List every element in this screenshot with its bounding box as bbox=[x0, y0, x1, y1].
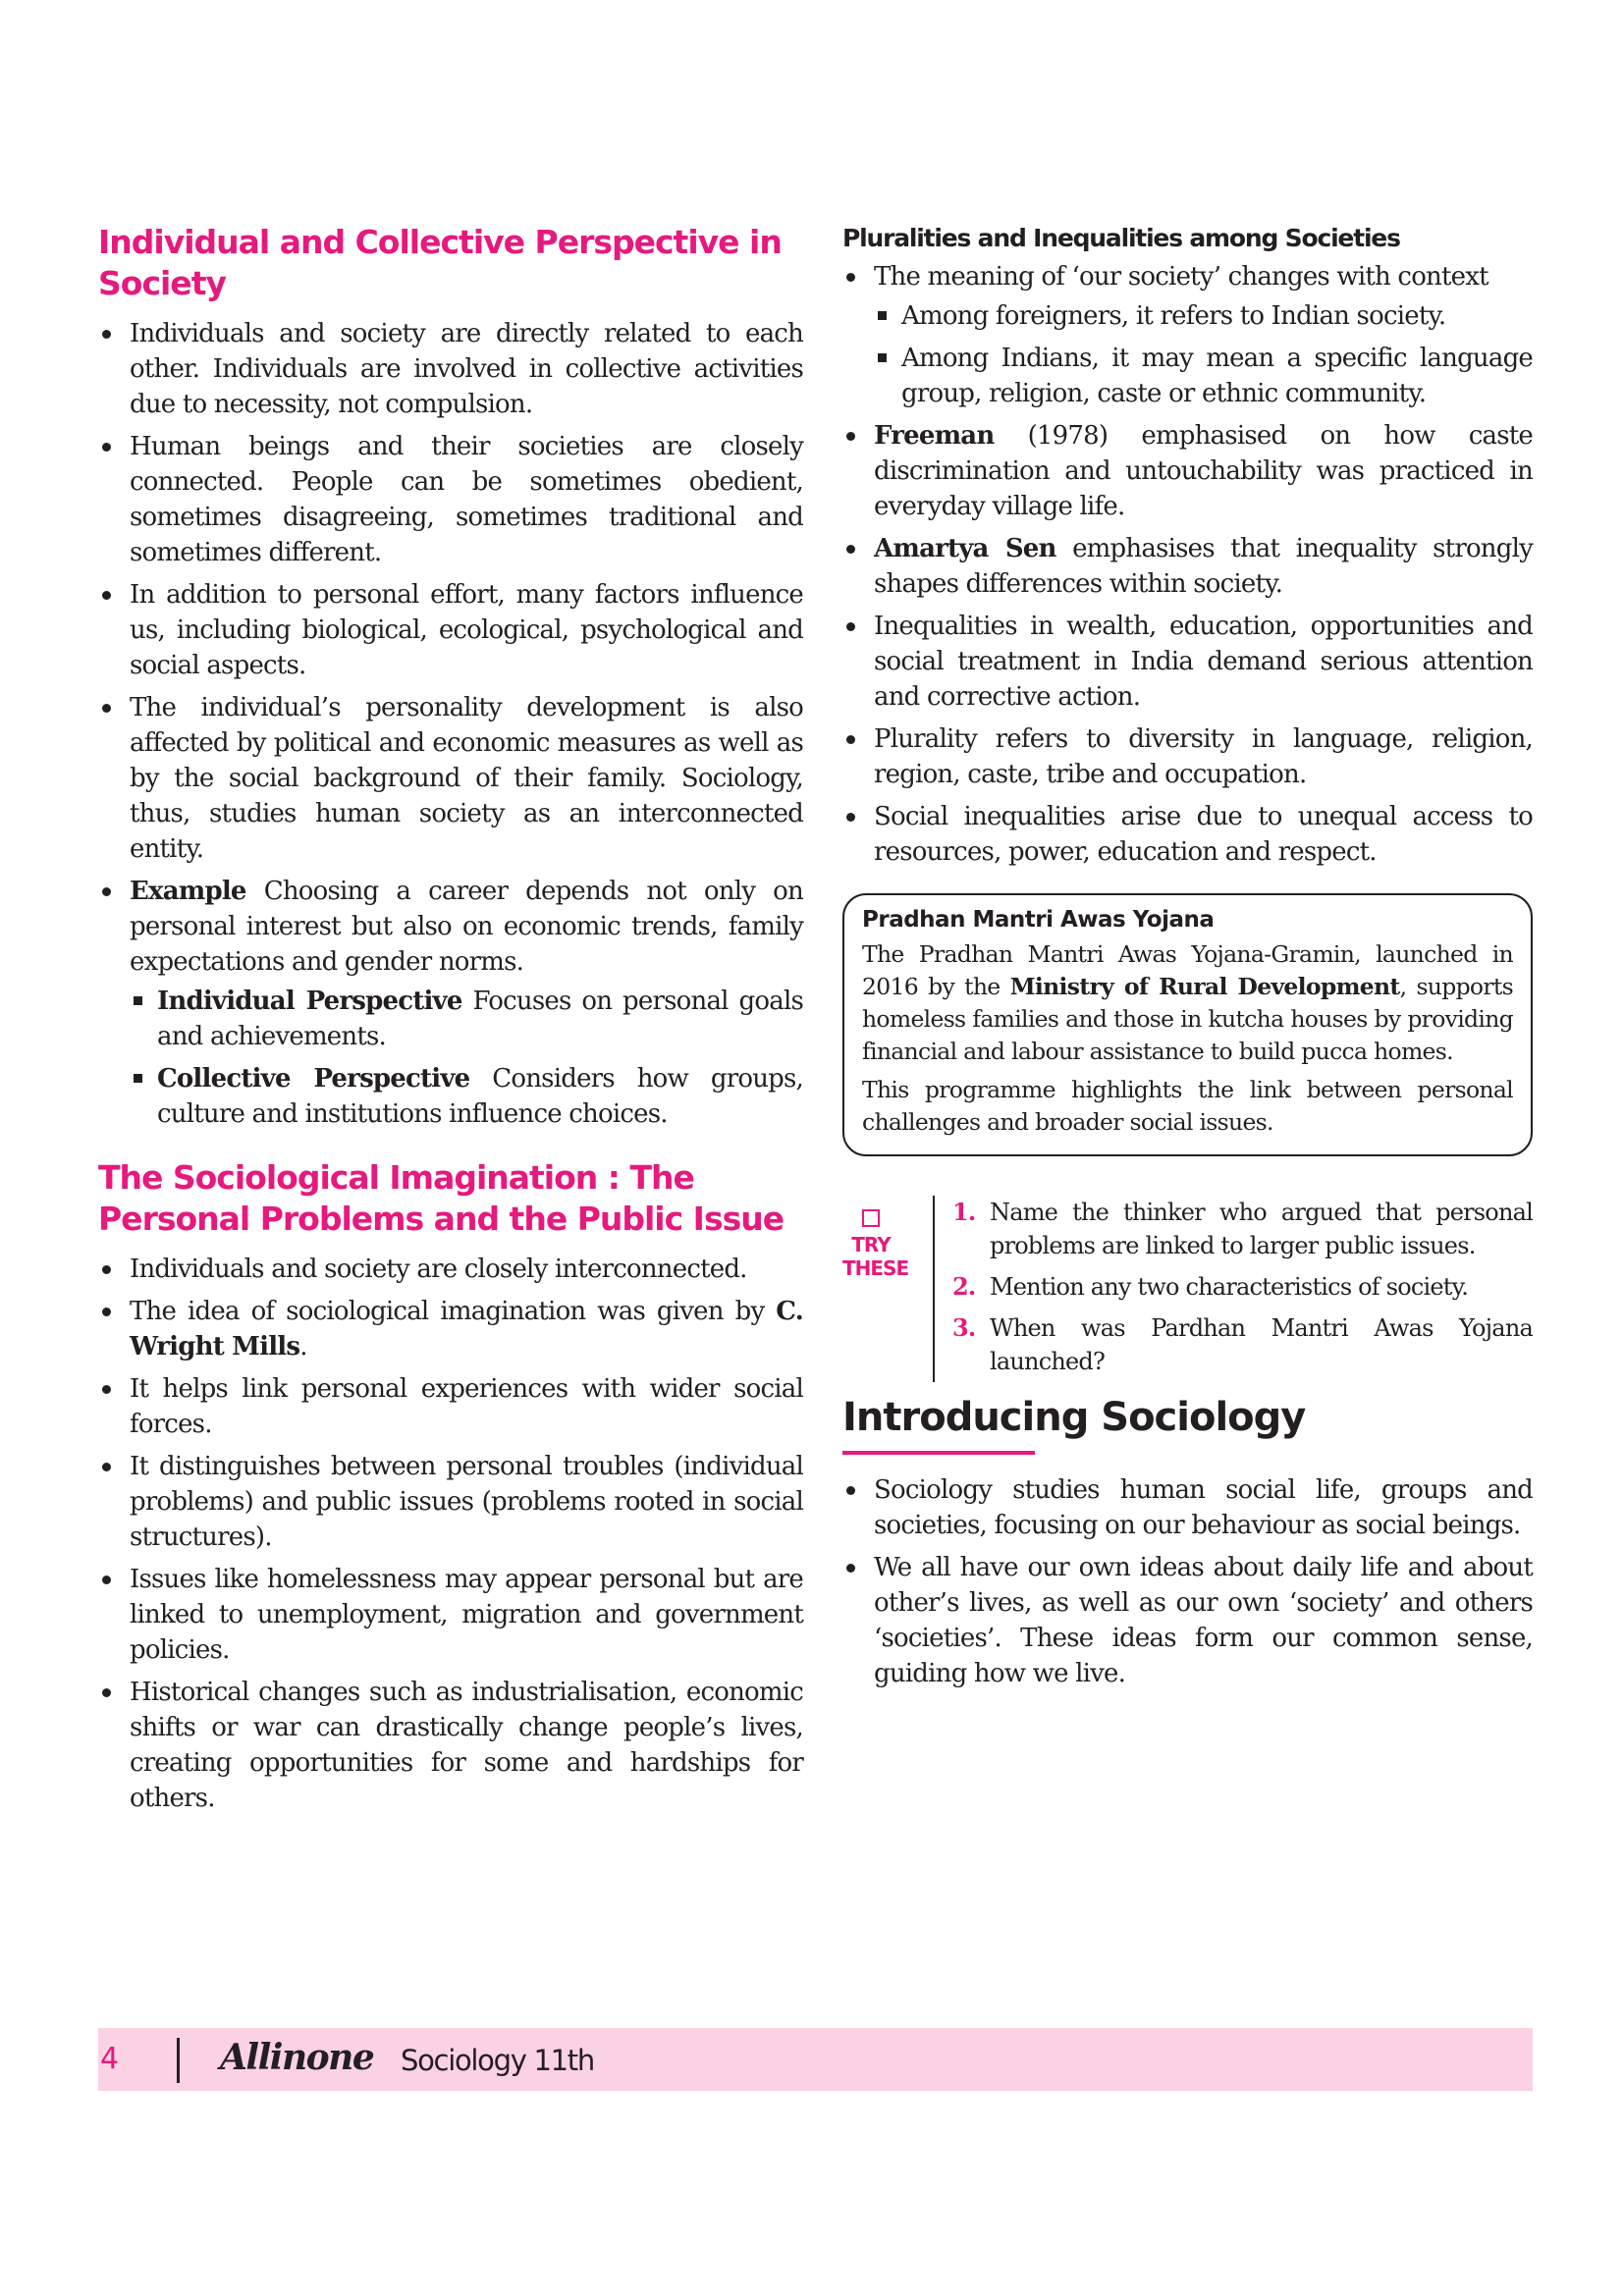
list-item: It helps link personal experiences with wider social forces. bbox=[98, 1371, 803, 1442]
name-amartya-sen: Amartya Sen bbox=[874, 534, 1056, 563]
heading-introducing-sociology: Introducing Sociology bbox=[842, 1395, 1306, 1440]
info-box-awas-yojana bbox=[842, 893, 1533, 1156]
list-item: Individuals and society are directly related to each other. Individuals are involved in collective activities due to necessity, not compulsion. bbox=[98, 316, 803, 422]
list-pluralities bbox=[842, 259, 1533, 870]
list-item bbox=[842, 531, 1533, 602]
list-text: The idea of sociological imagination was given by bbox=[130, 1297, 777, 1326]
list-item: It distinguishes between personal troubles (individual problems) and public issues (problems rooted in social structures). bbox=[98, 1449, 803, 1555]
info-box-text: The Pradhan Mantri Awas Yojana-Gramin, launched in 2016 by the bbox=[862, 940, 1513, 1000]
sublist-perspectives bbox=[130, 984, 803, 1132]
right-column bbox=[842, 222, 1533, 1698]
try-these-badge bbox=[842, 1209, 909, 1280]
list-item: We all have our own ideas about daily life and about other’s lives, as well as our own ‘society’ and others ‘societies’. These ideas form our common sense, guiding how we live. bbox=[842, 1550, 1533, 1691]
list-item bbox=[842, 259, 1533, 411]
page-number: 4 bbox=[100, 2042, 120, 2076]
question-item bbox=[952, 1311, 1533, 1378]
vertical-divider bbox=[933, 1196, 935, 1382]
heading-individual-collective: Individual and Collective Perspective in Society bbox=[98, 223, 782, 302]
sublist-item: Among foreigners, it refers to Indian society. bbox=[874, 298, 1533, 334]
list-item: Inequalities in wealth, education, opportunities and social treatment in India demand serious attention and corrective action. bbox=[842, 609, 1533, 715]
list-item: The individual’s personality development is also affected by political and economic measures as well as by the social background of their family. Sociology, thus, studies human society as an interconnected entity. bbox=[98, 690, 803, 867]
info-box-paragraph: This programme highlights the link between personal challenges and broader social issues. bbox=[862, 1076, 1513, 1136]
sublist-item bbox=[130, 1061, 803, 1132]
book-title: Sociology 11th bbox=[401, 2044, 594, 2077]
sublist-item: Among Indians, it may mean a specific language group, religion, caste or ethnic community. bbox=[874, 341, 1533, 411]
name-freeman: Freeman bbox=[874, 421, 995, 451]
question-item bbox=[952, 1196, 1533, 1262]
question-number: 3. bbox=[952, 1313, 976, 1342]
these-label: THESE bbox=[842, 1256, 909, 1280]
example-text: Choosing a career depends not only on personal interest but also on economic trends, family expectations and gender norms. bbox=[130, 877, 803, 977]
list-item: Human beings and their societies are closely connected. People can be sometimes obedient, sometimes disagreeing, sometimes traditional and sometimes different. bbox=[98, 429, 803, 570]
question-number: 1. bbox=[952, 1198, 976, 1226]
list-item bbox=[842, 418, 1533, 524]
heading-underline bbox=[842, 1451, 1035, 1455]
list-text: (1978) emphasised on how caste discrimination and untouchability was practiced in everyday village life. bbox=[874, 421, 1533, 521]
list-item: Plurality refers to diversity in language, religion, region, caste, tribe and occupation. bbox=[842, 721, 1533, 792]
list-sociological-imagination bbox=[98, 1252, 803, 1816]
try-these-section bbox=[842, 1196, 1533, 1392]
ministry-name: Ministry of Rural Development bbox=[1009, 973, 1400, 1000]
example-label: Example bbox=[130, 877, 246, 906]
question-number: 2. bbox=[952, 1272, 976, 1301]
list-item: Individuals and society are closely interconnected. bbox=[98, 1252, 803, 1287]
list-text: The meaning of ‘our society’ changes with context bbox=[874, 262, 1488, 292]
left-column bbox=[98, 222, 803, 1823]
question-list bbox=[952, 1196, 1533, 1386]
question-item bbox=[952, 1270, 1533, 1304]
term-individual-perspective: Individual Perspective bbox=[157, 987, 462, 1016]
list-text-end: . bbox=[299, 1332, 307, 1362]
list-item-example bbox=[98, 874, 803, 1132]
list-item: Issues like homelessness may appear personal but are linked to unemployment, migration and government policies. bbox=[98, 1562, 803, 1668]
page-footer bbox=[98, 2028, 1533, 2091]
list-item bbox=[98, 1294, 803, 1364]
list-item: Historical changes such as industrialisation, economic shifts or war can drastically change people’s lives, creating opportunities for some and hardships for others. bbox=[98, 1675, 803, 1816]
list-item: Sociology studies human social life, groups and societies, focusing on our behaviour as social beings. bbox=[842, 1472, 1533, 1543]
checkbox-square-icon bbox=[862, 1209, 880, 1227]
list-perspective bbox=[98, 316, 803, 1132]
term-collective-perspective: Collective Perspective bbox=[157, 1064, 470, 1094]
heading-sociological-imagination: The Sociological Imagination : The Personal Problems and the Public Issue bbox=[98, 1158, 784, 1238]
name-c-wright-mills: C. Wright Mills bbox=[130, 1297, 803, 1362]
info-box-title: Pradhan Mantri Awas Yojana bbox=[862, 907, 1215, 933]
question-text: When was Pardhan Mantri Awas Yojana launched? bbox=[990, 1314, 1533, 1375]
list-introducing-sociology bbox=[842, 1472, 1533, 1691]
try-label: TRY bbox=[851, 1233, 891, 1256]
sublist-item bbox=[130, 984, 803, 1054]
term-definition: Focuses on personal goals and achievements. bbox=[157, 987, 803, 1051]
list-item: Social inequalities arise due to unequal access to resources, power, education and respect. bbox=[842, 799, 1533, 870]
sublist-meaning bbox=[874, 298, 1533, 411]
brand-logo: Allinone bbox=[220, 2037, 374, 2078]
footer-divider bbox=[177, 2038, 180, 2083]
question-text: Mention any two characteristics of society. bbox=[990, 1273, 1469, 1301]
info-box-paragraph bbox=[862, 938, 1513, 1068]
question-text: Name the thinker who argued that personal problems are linked to larger public issues. bbox=[990, 1199, 1533, 1259]
list-item: In addition to personal effort, many factors influence us, including biological, ecological, psychological and social aspects. bbox=[98, 577, 803, 683]
term-definition: Considers how groups, culture and institutions influence choices. bbox=[157, 1064, 803, 1129]
info-box-text: , supports homeless families and those in kutcha houses by providing financial and labour assistance to build pucca homes. bbox=[862, 973, 1514, 1065]
heading-pluralities: Pluralities and Inequalities among Societies bbox=[842, 224, 1400, 252]
list-text: emphasises that inequality strongly shapes differences within society. bbox=[874, 534, 1534, 599]
